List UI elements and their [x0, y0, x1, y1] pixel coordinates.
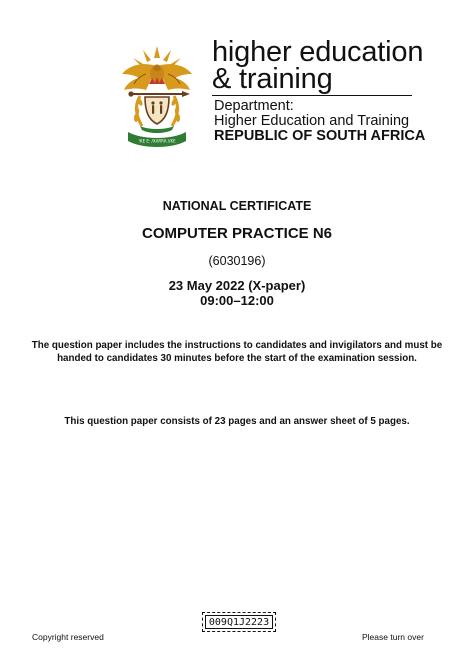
country-name: REPUBLIC OF SOUTH AFRICA [214, 128, 426, 144]
brand-title-line1: higher education [212, 36, 424, 68]
coat-of-arms-icon [118, 44, 196, 156]
subject-title: COMPUTER PRACTICE N6 [141, 225, 332, 242]
certificate-title: NATIONAL CERTIFICATE [162, 199, 312, 213]
brand-title-line2: & training [212, 63, 333, 95]
exam-time: 09:00–12:00 [200, 293, 274, 308]
paper-id-box [202, 612, 276, 632]
paper-id: 009Q1J2223 [205, 615, 273, 629]
department-label: Department: [214, 98, 294, 114]
turn-over-notice: Please turn over [362, 632, 424, 642]
copyright-notice: Copyright reserved [32, 632, 104, 642]
department-name: Higher Education and Training [214, 113, 410, 129]
subject-code: (6030196) [208, 254, 266, 268]
header-divider [212, 95, 412, 96]
instructions-text: The question paper includes the instructions to candidates and invigilators and must be handed to candidates 30 minutes before the start of the examination session. [31, 340, 443, 364]
exam-date: 23 May 2022 (X-paper) [168, 278, 306, 293]
svg-text:!KE E: /XARRA //KE: !KE E: /XARRA //KE [138, 138, 176, 144]
page-count-text: This question paper consists of 23 pages and an answer sheet of 5 pages. [64, 416, 410, 427]
